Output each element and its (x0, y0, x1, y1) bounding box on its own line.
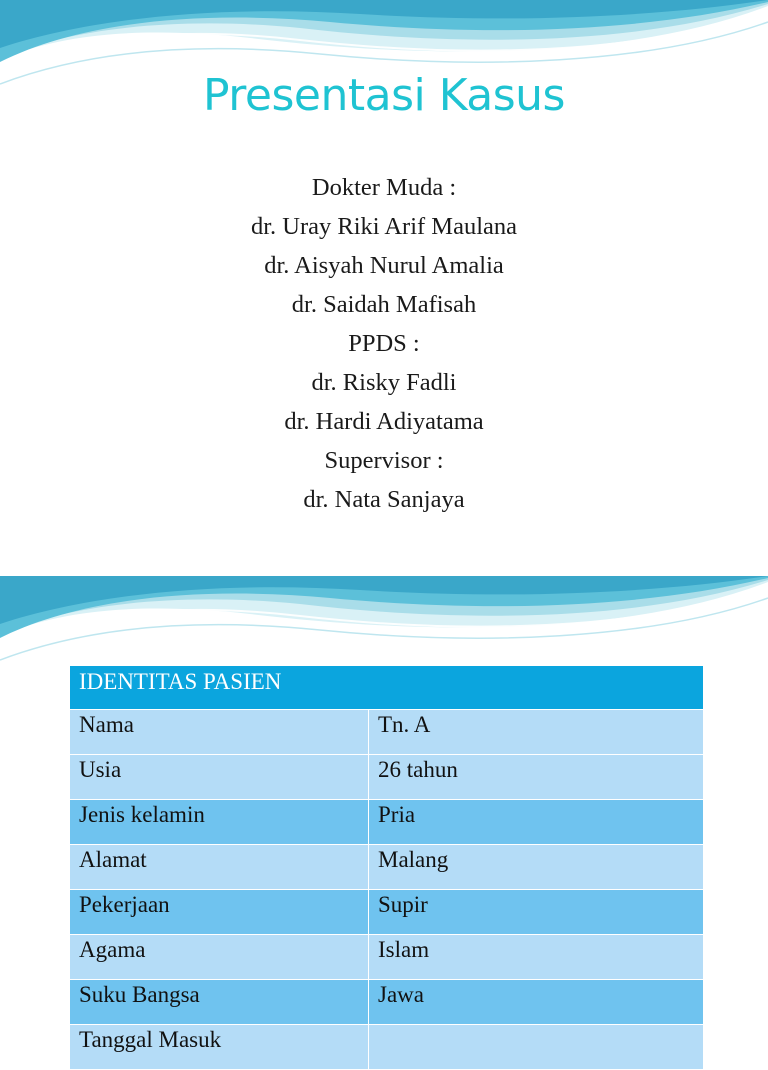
row-value: Pria (369, 800, 704, 845)
table-row (70, 980, 704, 1025)
table-row (70, 890, 704, 935)
row-label: Agama (70, 935, 369, 980)
credit-heading-supervisor: Supervisor : (324, 447, 444, 474)
presenter-list (0, 168, 768, 519)
credit-heading-dokter-muda: Dokter Muda : (311, 174, 457, 201)
row-value: Islam (369, 935, 704, 980)
row-value: Jawa (369, 980, 704, 1025)
row-value (369, 1025, 704, 1070)
table-header: IDENTITAS PASIEN (70, 666, 704, 710)
table-row (70, 710, 704, 755)
table-row (70, 800, 704, 845)
slide-title: Presentasi Kasus (203, 70, 565, 121)
slide-separator (0, 560, 768, 576)
row-label: Jenis kelamin (70, 800, 369, 845)
row-label: Usia (70, 755, 369, 800)
table-row (70, 845, 704, 890)
credit-heading-ppds: PPDS : (348, 330, 420, 357)
credit-name: dr. Nata Sanjaya (303, 486, 465, 513)
row-label: Alamat (70, 845, 369, 890)
table-header-row (70, 666, 704, 710)
row-value: Malang (369, 845, 704, 890)
patient-identity-slide (0, 576, 768, 1052)
table-row (70, 935, 704, 980)
credit-name: dr. Risky Fadli (311, 369, 457, 396)
row-label: Suku Bangsa (70, 980, 369, 1025)
credit-name: dr. Uray Riki Arif Maulana (250, 213, 518, 240)
row-label: Nama (70, 710, 369, 755)
table-row (70, 755, 704, 800)
row-value: Supir (369, 890, 704, 935)
row-value: 26 tahun (369, 755, 704, 800)
row-label: Tanggal Masuk (70, 1025, 369, 1070)
credit-name: dr. Hardi Adiyatama (284, 408, 484, 435)
row-value: Tn. A (369, 710, 704, 755)
credit-name: dr. Aisyah Nurul Amalia (264, 252, 504, 279)
credit-name: dr. Saidah Mafisah (291, 291, 477, 318)
row-label: Pekerjaan (70, 890, 369, 935)
patient-identity-table (69, 665, 704, 1070)
table-row (70, 1025, 704, 1070)
